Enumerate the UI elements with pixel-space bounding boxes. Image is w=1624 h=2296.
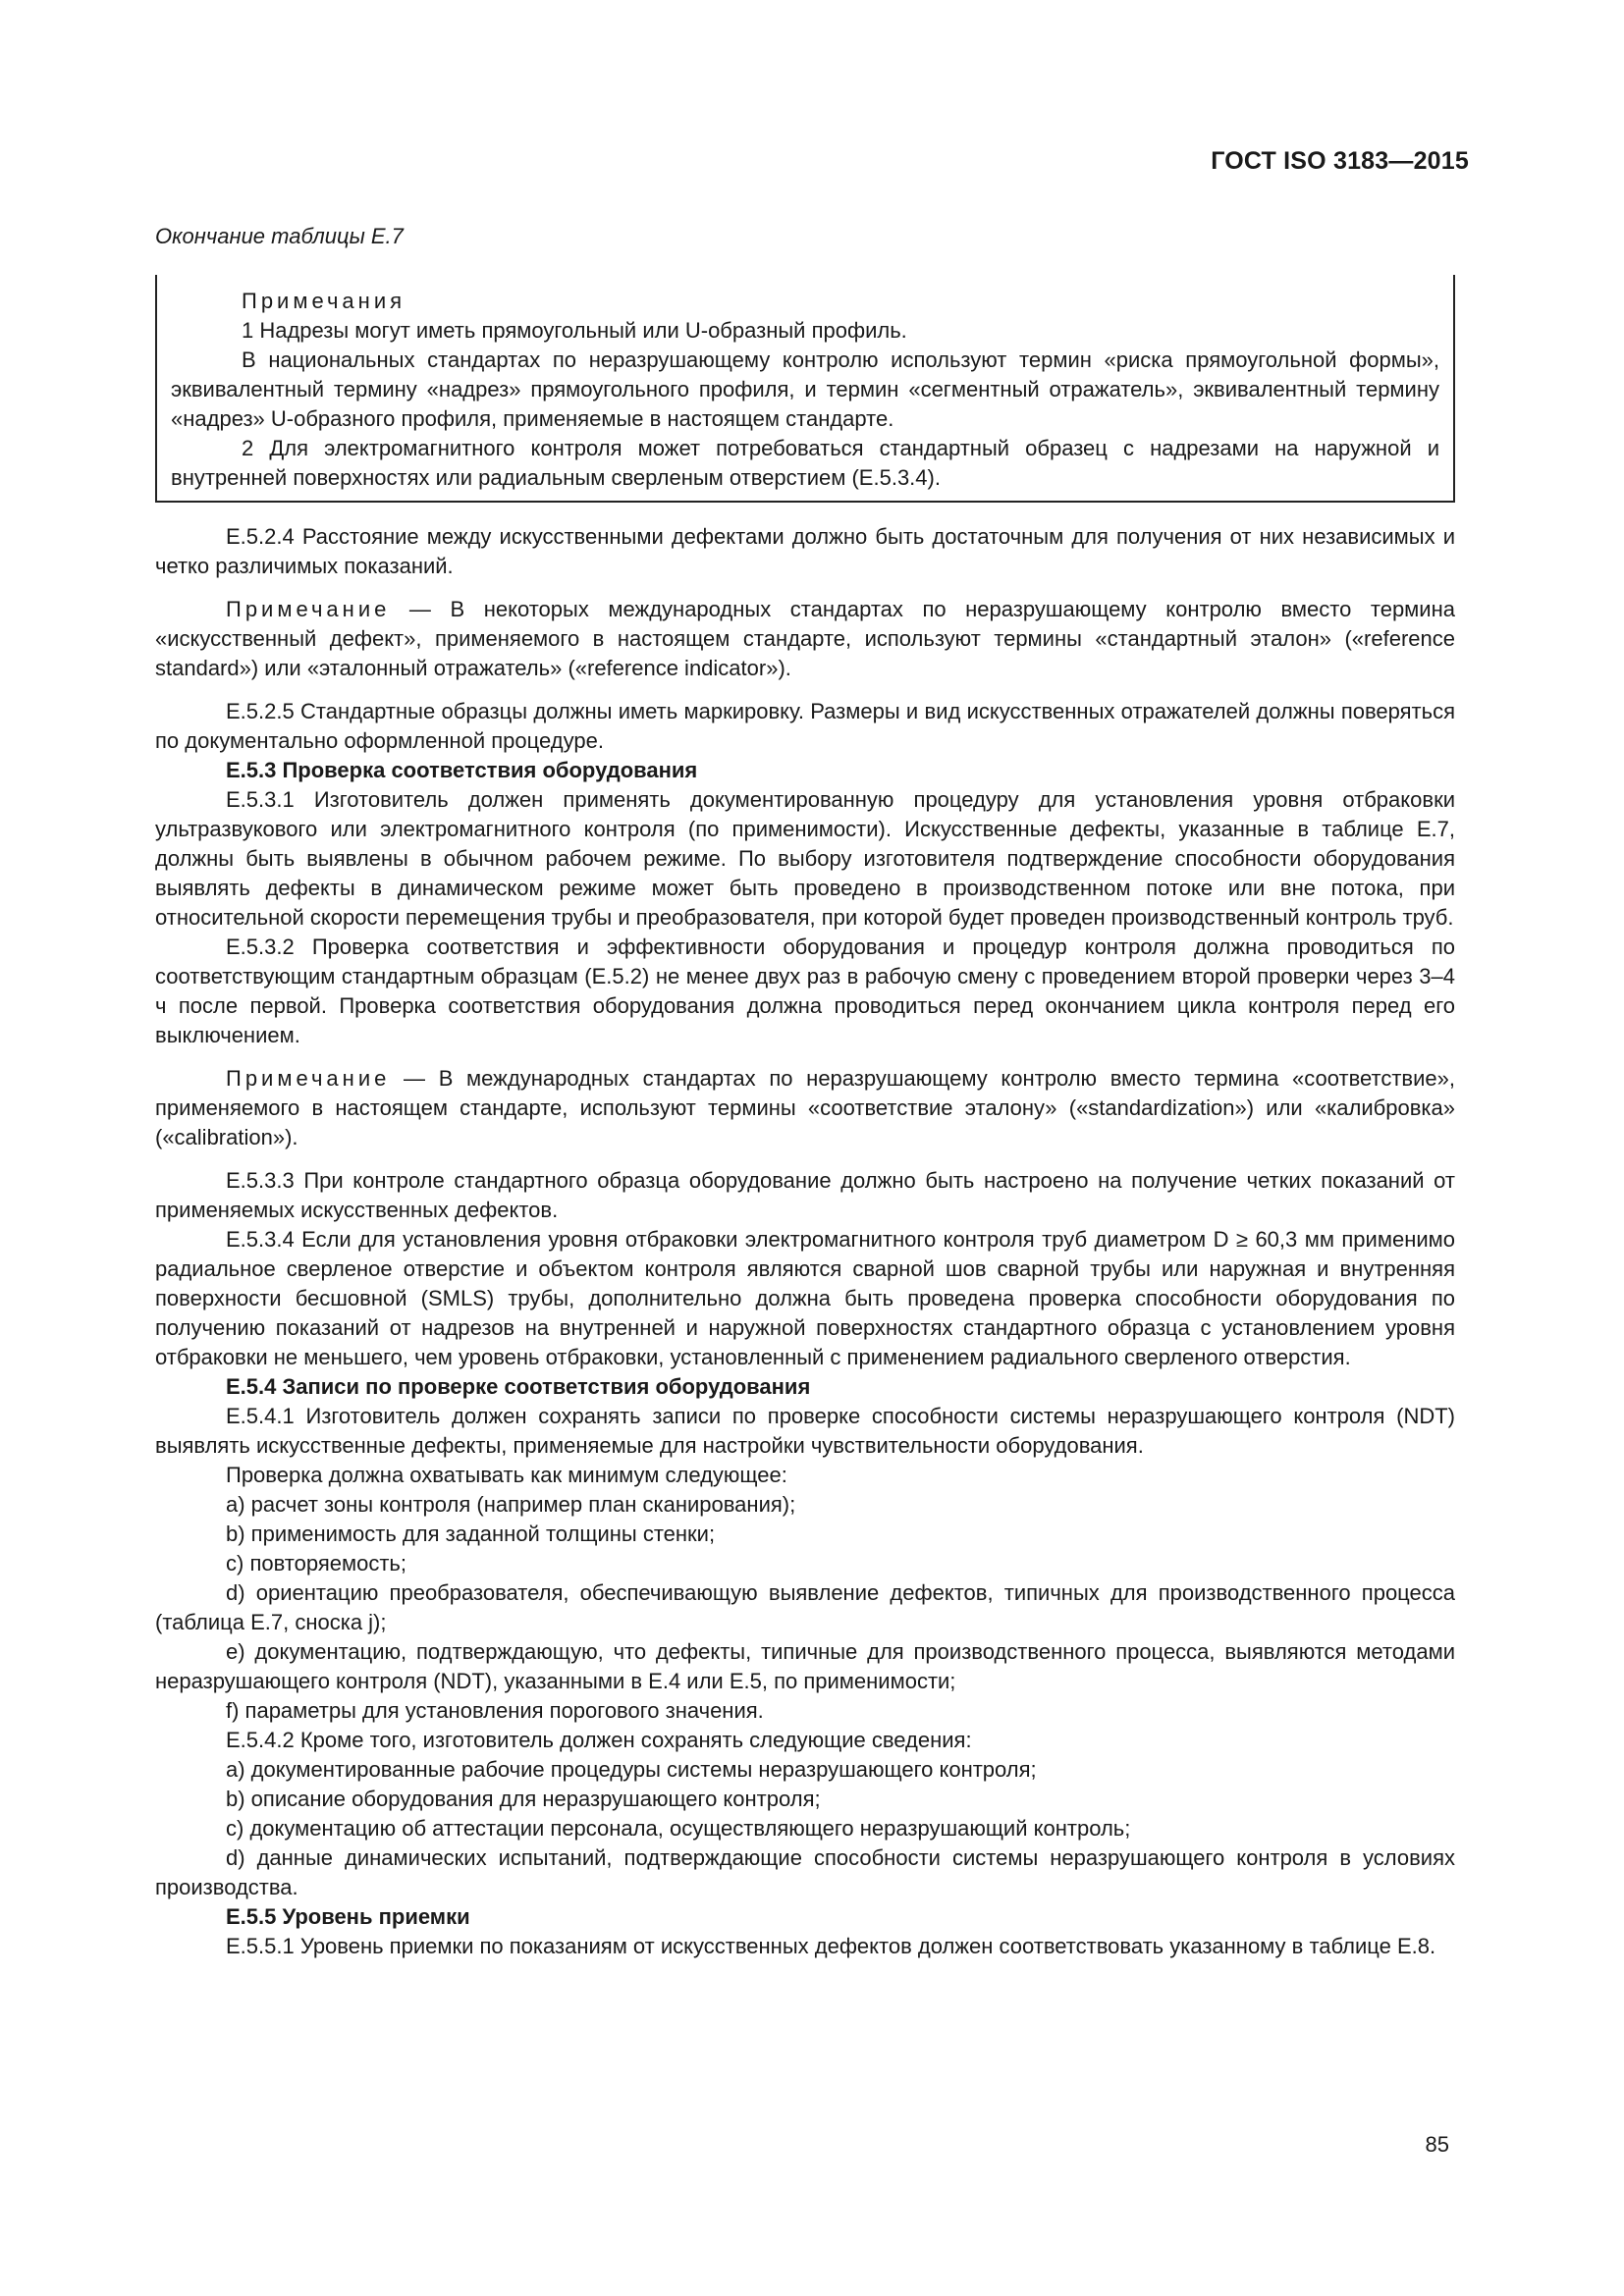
- note-label: Примечание: [226, 1066, 391, 1091]
- list-item: e) документацию, подтверждающую, что дефекты, типичные для производственного процесса, выявляются методами неразрушающего контроля (NDT), указанными в Е.4 или Е.5, по применимости;: [155, 1639, 1455, 1693]
- note-1-extra: В национальных стандартах по неразрушающему контролю используют термин «риска прямоугольной формы», эквивалентный термину «надрез» прямоугольного профиля, и термин «сегментный отражатель», эквивалентный термину «надрез» U-образного профиля, применяемые в настоящем стандарте.: [171, 347, 1439, 431]
- paragraph-e534: E.5.3.4 Если для установления уровня отбраковки электромагнитного контроля труб диаметром D ≥ 60,3 мм применимо радиальное сверленое отверстие и объектом контроля являются сварной шов сварной трубы или наружная и внутренняя поверхности бесшовной (SMLS) трубы, дополнительно должна быть проведена проверка способности оборудования по получению показаний от надрезов на внутренней и наружной поверхностях стандартного образца с установлением уровня отбраковки не меньшего, чем уровень отбраковки, установленный с применением радиального сверленого отверстия.: [155, 1227, 1455, 1369]
- paragraph-e533: E.5.3.3 При контроле стандартного образца оборудование должно быть настроено на получение четких показаний от применяемых искусственных дефектов.: [155, 1168, 1455, 1222]
- paragraph-e541b: Проверка должна охватывать как минимум следующее:: [226, 1463, 787, 1487]
- list-item: a) расчет зоны контроля (например план сканирования);: [226, 1492, 796, 1517]
- paragraph-e542: E.5.4.2 Кроме того, изготовитель должен сохранять следующие сведения:: [226, 1728, 972, 1752]
- paragraph-e524: E.5.2.4 Расстояние между искусственными дефектами должно быть достаточным для получения от них независимых и четко различимых показаний.: [155, 524, 1455, 578]
- note-paragraph-1: [155, 595, 1455, 683]
- document-code: ГОСТ ISO 3183—2015: [1211, 147, 1469, 175]
- list-item: a) документированные рабочие процедуры системы неразрушающего контроля;: [226, 1757, 1037, 1782]
- list-item: b) применимость для заданной толщины стенки;: [226, 1522, 716, 1546]
- table-continuation-caption: Окончание таблицы Е.7: [155, 224, 404, 248]
- paragraph-e541: E.5.4.1 Изготовитель должен сохранять записи по проверке способности системы неразрушающего контроля (NDT) выявлять искусственные дефекты, применяемые для настройки чувствительности оборудования.: [155, 1404, 1455, 1458]
- paragraph-e525: E.5.2.5 Стандартные образцы должны иметь маркировку. Размеры и вид искусственных отражателей должны поверяться по документально оформленной процедуре.: [155, 699, 1455, 753]
- page-number: 85: [1425, 2132, 1449, 2157]
- note-paragraph-2: [155, 1064, 1455, 1152]
- note-1: 1 Надрезы могут иметь прямоугольный или U-образный профиль.: [242, 318, 907, 343]
- list-item: b) описание оборудования для неразрушающего контроля;: [226, 1787, 821, 1811]
- paragraph-e551: E.5.5.1 Уровень приемки по показаниям от искусственных дефектов должен соответствовать указанному в таблице Е.8.: [226, 1934, 1436, 1958]
- document-body: [155, 522, 1455, 1961]
- note-text: — В некоторых международных стандартах по неразрушающему контролю вместо термина «искусственный дефект», применяемого в настоящем стандарте, используют термины «стандартный эталон» («reference standard») или «эталонный отражатель» («reference indicator»).: [155, 597, 1455, 680]
- list-item: d) ориентацию преобразователя, обеспечивающую выявление дефектов, типичных для производственного процесса (таблица Е.7, сноска j);: [155, 1580, 1455, 1634]
- list-item: c) повторяемость;: [226, 1551, 407, 1575]
- note-2: 2 Для электромагнитного контроля может потребоваться стандартный образец с надрезами на наружной и внутренней поверхностях или радиальным сверленым отверстием (E.5.3.4).: [171, 436, 1439, 490]
- heading-e53: E.5.3 Проверка соответствия оборудования: [226, 758, 698, 782]
- note-label: Примечание: [226, 597, 391, 621]
- paragraph-e532: E.5.3.2 Проверка соответствия и эффективности оборудования и процедур контроля должна проводиться по соответствующим стандартным образцам (E.5.2) не менее двух раз в рабочую смену с проведением второй проверки через 3–4 ч после первой. Проверка соответствия оборудования должна проводиться перед окончанием цикла контроля перед его выключением.: [155, 934, 1455, 1047]
- note-text: — В международных стандартах по неразрушающему контролю вместо термина «соответствие», применяемого в настоящем стандарте, используют термины «соответствие эталону» («standardization») или «калибровка» («calibration»).: [155, 1066, 1455, 1149]
- table-notes-box: [155, 275, 1455, 503]
- list-item: d) данные динамических испытаний, подтверждающие способности системы неразрушающего контроля в условиях производства.: [155, 1845, 1455, 1899]
- notes-title: Примечания: [242, 289, 406, 313]
- list-item: c) документацию об аттестации персонала, осуществляющего неразрушающий контроль;: [226, 1816, 1131, 1841]
- heading-e55: E.5.5 Уровень приемки: [226, 1904, 470, 1929]
- paragraph-e531: E.5.3.1 Изготовитель должен применять документированную процедуру для установления уровня отбраковки ультразвукового или электромагнитного контроля (по применимости). Искусственные дефекты, указанные в таблице Е.7, должны быть выявлены в обычном рабочем режиме. По выбору изготовителя подтверждение способности оборудования выявлять дефекты в динамическом режиме может быть проведено в производственном потоке или вне потока, при относительной скорости перемещения трубы и преобразователя, при которой будет проведен производственный контроль труб.: [155, 787, 1455, 930]
- list-item: f) параметры для установления порогового значения.: [226, 1698, 764, 1723]
- heading-e54: E.5.4 Записи по проверке соответствия оборудования: [226, 1374, 811, 1399]
